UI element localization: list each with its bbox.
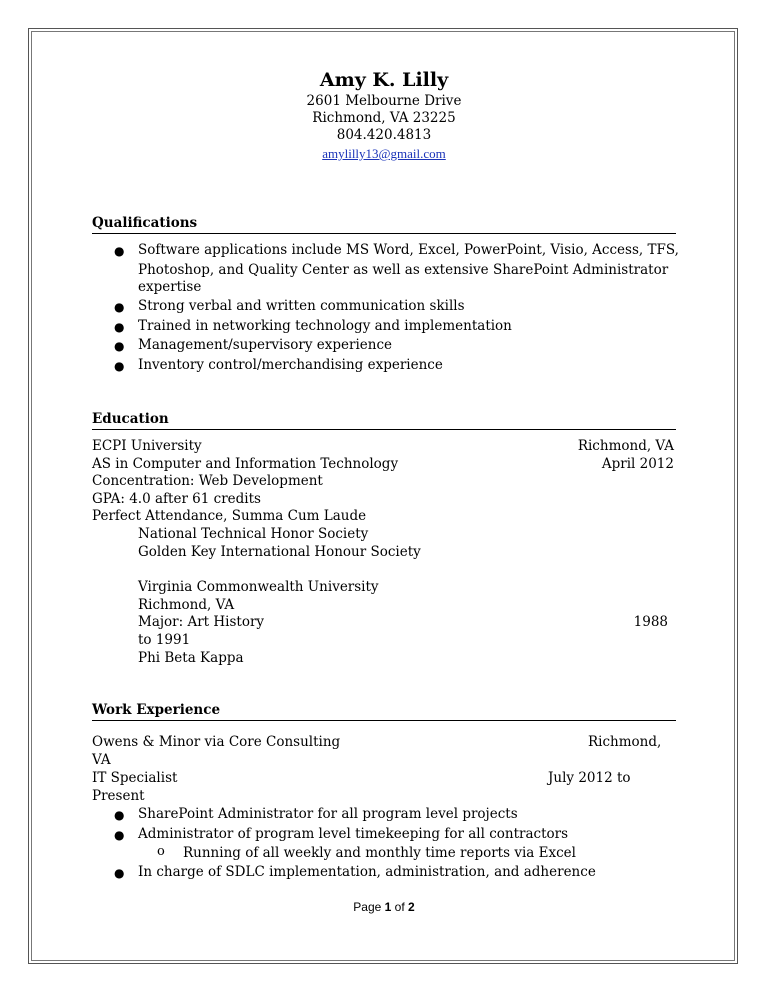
employer-name: Owens & Minor via Core Consulting [92, 734, 341, 750]
school-location: Richmond, VA [577, 438, 674, 454]
education-heading: Education [92, 411, 676, 430]
page-total: 2 [408, 900, 415, 914]
email-row [0, 145, 768, 163]
qualification-item: Inventory control/merchandising experience [138, 357, 443, 373]
bullet-icon: ● [114, 866, 125, 880]
qualification-item: Software applications include MS Word, Excel, PowerPoint, Visio, Access, TFS, [138, 242, 679, 258]
major-date-end: to 1991 [138, 632, 191, 648]
school-name: ECPI University [92, 438, 202, 454]
bullet-icon: ● [114, 320, 125, 334]
concentration: Concentration: Web Development [92, 473, 323, 489]
bullet-icon: ● [114, 300, 125, 314]
address-line-1: 2601 Melbourne Drive [306, 93, 462, 109]
qualification-item: Photoshop, and Quality Center as well as extensive SharePoint Administrator [138, 262, 669, 278]
bullet-icon: ● [114, 828, 125, 842]
page-footer [0, 900, 768, 914]
qualification-item: expertise [138, 279, 202, 295]
honor-society: Golden Key International Honour Society [138, 544, 421, 560]
gpa: GPA: 4.0 after 61 credits [92, 491, 261, 507]
work-bullet: In charge of SDLC implementation, administration, and adherence [138, 864, 596, 880]
major: Major: Art History [138, 614, 265, 630]
qualification-item: Trained in networking technology and implementation [138, 318, 512, 334]
candidate-name: Amy K. Lilly [319, 69, 449, 91]
bullet-icon: ● [114, 339, 125, 353]
bullet-icon: ● [114, 808, 125, 822]
major-date-start: 1988 [633, 614, 668, 630]
qualification-item: Management/supervisory experience [138, 337, 393, 353]
job-date: July 2012 to [548, 770, 631, 786]
honors: Perfect Attendance, Summa Cum Laude [92, 508, 367, 524]
page-word: Page [353, 900, 382, 914]
honor-society: National Technical Honor Society [138, 526, 369, 542]
qualifications-heading: Qualifications [92, 215, 676, 234]
work-experience-heading: Work Experience [92, 702, 676, 721]
employer-location-cont: VA [92, 752, 111, 768]
bullet-icon: ● [114, 244, 125, 258]
sub-bullet-icon: o [157, 844, 165, 859]
work-sub-bullet: Running of all weekly and monthly time reports via Excel [183, 845, 576, 861]
work-bullet: Administrator of program level timekeeping for all contractors [138, 826, 569, 842]
page-current: 1 [384, 900, 392, 914]
bullet-icon: ● [114, 359, 125, 373]
employer-location: Richmond, [588, 734, 662, 750]
of-word: of [394, 900, 405, 914]
qualification-item: Strong verbal and written communication skills [138, 298, 465, 314]
school-location: Richmond, VA [138, 597, 235, 613]
job-title: IT Specialist [92, 770, 178, 786]
degree: AS in Computer and Information Technology [92, 456, 399, 472]
work-bullet: SharePoint Administrator for all program level projects [138, 806, 518, 822]
degree-date: April 2012 [601, 456, 674, 472]
job-date-cont: Present [92, 788, 145, 804]
school-name: Virginia Commonwealth University [138, 579, 379, 595]
email-link[interactable]: amylilly13@gmail.com [322, 146, 446, 161]
address-line-2: Richmond, VA 23225 [312, 110, 456, 126]
honor-society: Phi Beta Kappa [138, 650, 244, 666]
phone-number: 804.420.4813 [336, 127, 432, 143]
